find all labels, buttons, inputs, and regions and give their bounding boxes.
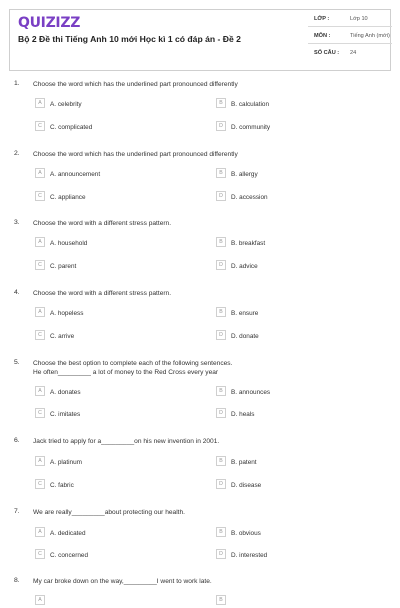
question-text: Jack tried to apply for a_________on his new invention in 2001. <box>33 438 220 445</box>
option-text: A. household <box>50 240 88 247</box>
meta-count-value: 24 <box>350 50 357 56</box>
option-letter-box: A <box>35 527 45 537</box>
option-text: A. announcement <box>50 171 101 178</box>
option-d[interactable] <box>216 122 270 134</box>
option-b[interactable] <box>216 457 257 469</box>
question-text: Choose the word with a different stress pattern. <box>33 290 172 297</box>
meta-subject-label: MÔN : <box>314 33 331 39</box>
option-text: A. celebrity <box>50 101 82 108</box>
option-text: D. heals <box>231 411 255 418</box>
option-letter-box: A <box>35 168 45 178</box>
option-a[interactable] <box>35 99 82 111</box>
option-letter-box: B <box>216 595 226 605</box>
option-text: B. allergy <box>231 171 258 178</box>
option-c[interactable] <box>35 192 86 204</box>
meta-class-label: LỚP : <box>314 16 330 22</box>
question-number: 5. <box>14 359 20 366</box>
question-text-line-2: He often_________ a lot of money to the Red Cross every year <box>33 369 219 376</box>
question-text-line-1: Choose the best option to complete each of the following sentences. <box>33 360 233 367</box>
option-letter-box: C <box>35 121 45 131</box>
option-c[interactable] <box>35 261 76 273</box>
option-letter-box: A <box>35 595 45 605</box>
question-number: 7. <box>14 508 20 515</box>
option-letter-box: D <box>216 260 226 270</box>
option-text: D. donate <box>231 333 259 340</box>
question-number: 2. <box>14 150 20 157</box>
option-letter-box: C <box>35 408 45 418</box>
worksheet-title: Bộ 2 Đề thi Tiếng Anh 10 mới Học kì 1 có đáp án - Đề 2 <box>18 34 241 44</box>
question-number: 8. <box>14 577 20 584</box>
option-letter-box: D <box>216 408 226 418</box>
worksheet-header <box>9 9 391 71</box>
option-letter-box: C <box>35 191 45 201</box>
option-letter-box: D <box>216 191 226 201</box>
option-text: C. concerned <box>50 552 89 559</box>
meta-count <box>308 46 392 61</box>
option-b[interactable] <box>216 528 261 540</box>
option-letter-box: B <box>216 168 226 178</box>
option-a[interactable] <box>35 387 81 399</box>
option-letter-box: D <box>216 549 226 559</box>
question-text: Choose the word which has the underlined part pronounced differently <box>33 81 238 88</box>
question-text: Choose the word with a different stress pattern. <box>33 220 172 227</box>
option-letter-box: C <box>35 260 45 270</box>
option-text: D. disease <box>231 482 262 489</box>
option-text: B. ensure <box>231 310 259 317</box>
meta-count-label: SỐ CÂU : <box>314 50 340 56</box>
option-text: B. patent <box>231 459 257 466</box>
option-letter-box: A <box>35 98 45 108</box>
option-letter-box: B <box>216 98 226 108</box>
option-text: C. appliance <box>50 194 86 201</box>
option-a[interactable] <box>35 457 82 469</box>
option-text: C. fabric <box>50 482 74 489</box>
option-text: A. donates <box>50 389 81 396</box>
question-number: 4. <box>14 289 20 296</box>
option-text: D. accession <box>231 194 268 201</box>
meta-class <box>308 12 392 27</box>
option-c[interactable] <box>35 122 92 134</box>
option-c[interactable] <box>35 409 80 421</box>
option-letter-box: C <box>35 479 45 489</box>
option-text: C. complicated <box>50 124 93 131</box>
option-b[interactable] <box>216 169 258 181</box>
option-a[interactable] <box>35 528 86 540</box>
option-text: D. community <box>231 124 271 131</box>
option-text: A. hopeless <box>50 310 84 317</box>
option-letter-box: B <box>216 527 226 537</box>
option-text: B. calculation <box>231 101 270 108</box>
option-d[interactable] <box>216 261 258 273</box>
meta-subject <box>308 29 392 44</box>
quizizz-logo: QUIZIZZ <box>18 15 81 31</box>
option-a[interactable] <box>35 169 100 181</box>
question-number: 1. <box>14 80 20 87</box>
option-letter-box: A <box>35 386 45 396</box>
question-text: Choose the word which has the underlined part pronounced differently <box>33 151 238 158</box>
option-text: B. obvious <box>231 530 261 537</box>
question-number: 6. <box>14 437 20 444</box>
option-b[interactable] <box>216 596 231 604</box>
option-text: D. advice <box>231 263 258 270</box>
option-c[interactable] <box>35 331 74 343</box>
option-text: A. dedicated <box>50 530 86 537</box>
option-letter-box: D <box>216 121 226 131</box>
meta-class-value: Lớp 10 <box>350 16 368 22</box>
option-letter-box: B <box>216 386 226 396</box>
option-text: C. arrive <box>50 333 75 340</box>
option-letter-box: B <box>216 237 226 247</box>
option-d[interactable] <box>216 409 254 421</box>
meta-subject-value: Tiếng Anh (mới) <box>350 33 390 39</box>
option-c[interactable] <box>35 550 88 562</box>
option-text: B. breakfast <box>231 240 266 247</box>
option-d[interactable] <box>216 550 267 562</box>
option-letter-box: A <box>35 307 45 317</box>
option-letter-box: B <box>216 307 226 317</box>
option-letter-box: B <box>216 456 226 466</box>
option-letter-box: C <box>35 330 45 340</box>
option-a[interactable] <box>35 596 50 604</box>
option-d[interactable] <box>216 331 259 343</box>
option-text: A. platinum <box>50 459 82 466</box>
question-text: My car broke down on the way,_________I went to work late. <box>33 578 212 585</box>
option-a[interactable] <box>35 308 83 320</box>
option-d[interactable] <box>216 192 268 204</box>
question-text <box>33 359 373 377</box>
question-number: 3. <box>14 219 20 226</box>
option-letter-box: A <box>35 456 45 466</box>
option-text: C. imitates <box>50 411 81 418</box>
option-letter-box: C <box>35 549 45 559</box>
option-b[interactable] <box>216 308 258 320</box>
question-text: We are really_________about protecting our health. <box>33 509 186 516</box>
option-text: C. parent <box>50 263 77 270</box>
option-letter-box: A <box>35 237 45 247</box>
option-text: B. announces <box>231 389 271 396</box>
option-b[interactable] <box>216 238 265 250</box>
option-letter-box: D <box>216 330 226 340</box>
option-d[interactable] <box>216 480 261 492</box>
option-c[interactable] <box>35 480 74 492</box>
option-b[interactable] <box>216 387 270 399</box>
worksheet-meta <box>308 10 392 61</box>
option-b[interactable] <box>216 99 269 111</box>
option-letter-box: D <box>216 479 226 489</box>
option-text: D. interested <box>231 552 268 559</box>
option-a[interactable] <box>35 238 87 250</box>
